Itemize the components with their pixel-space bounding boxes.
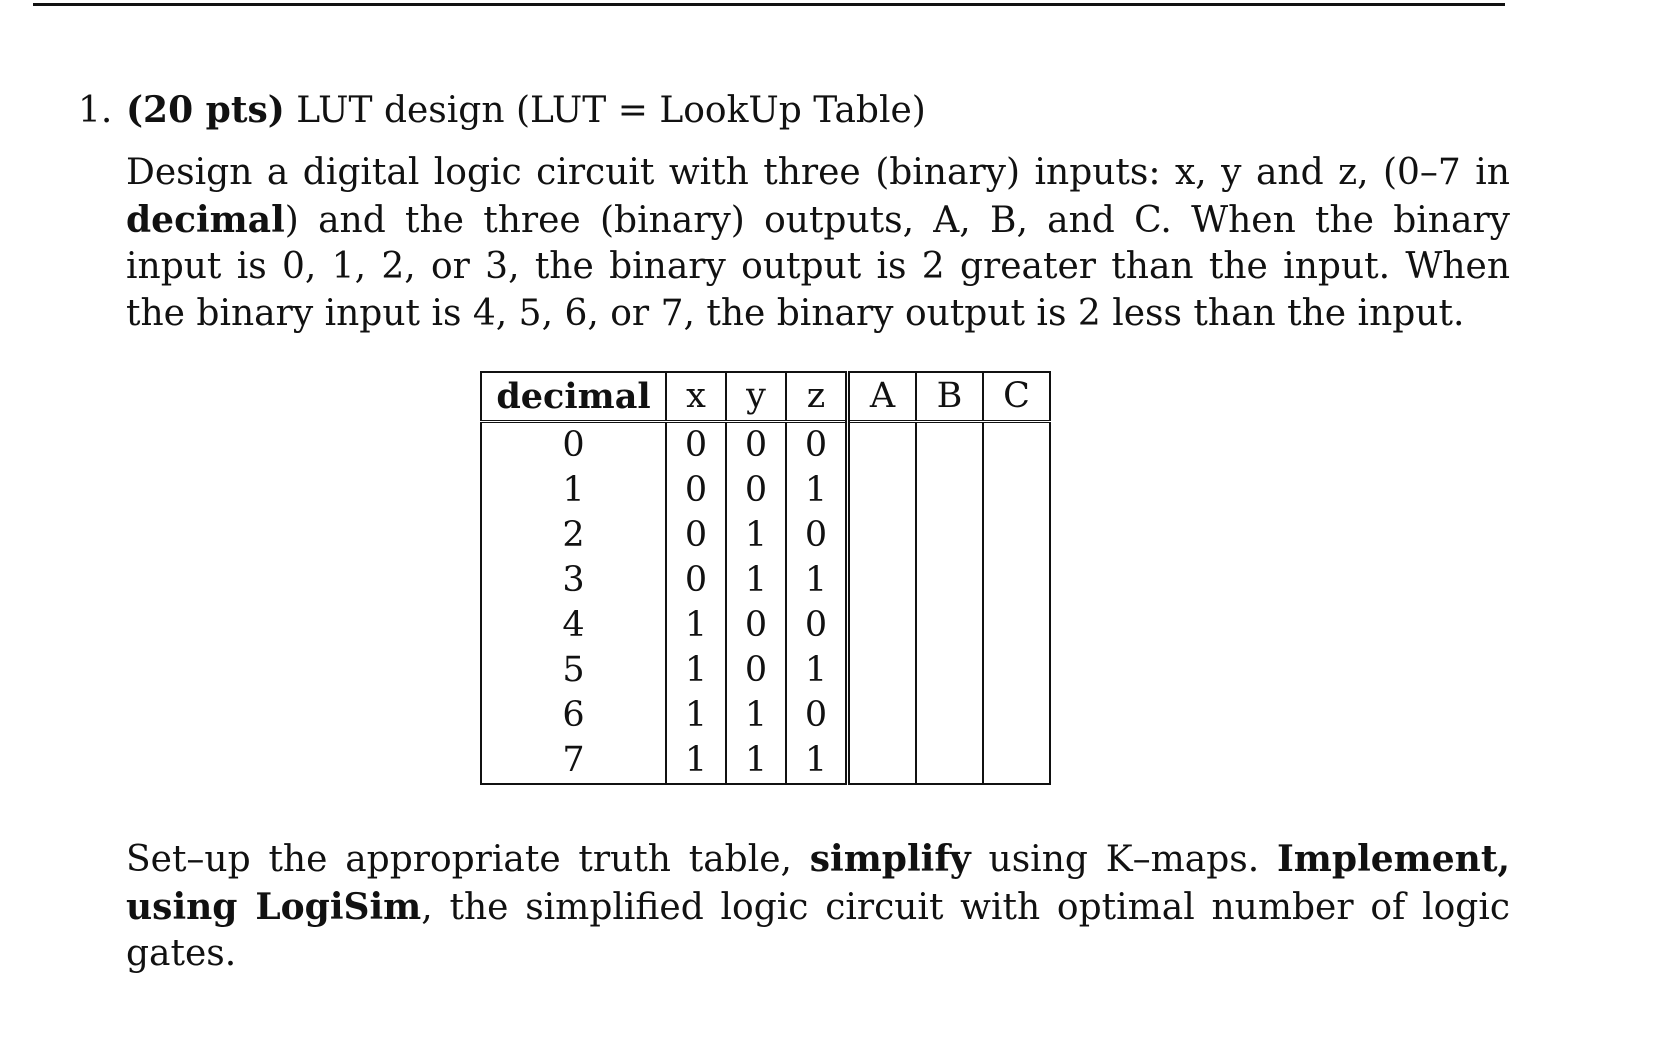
instructions-bold-simplify: simplify <box>809 838 971 880</box>
cell-c <box>983 468 1050 513</box>
cell-y: 0 <box>726 422 786 469</box>
table-row <box>481 468 1050 513</box>
cell-decimal: 6 <box>481 693 666 738</box>
cell-z: 1 <box>786 468 848 513</box>
problem-description <box>126 150 1510 337</box>
cell-z: 0 <box>786 603 848 648</box>
instructions-text-3: , the simplified logic circuit with optimal number of logic gates. <box>126 886 1510 974</box>
cell-y: 1 <box>726 513 786 558</box>
cell-b <box>916 738 983 784</box>
cell-b <box>916 693 983 738</box>
cell-a <box>848 468 917 513</box>
table-row <box>481 648 1050 693</box>
problem-heading <box>78 86 1510 135</box>
header-y: y <box>726 372 786 422</box>
cell-c <box>983 513 1050 558</box>
cell-x: 0 <box>666 513 726 558</box>
table-row <box>481 603 1050 648</box>
table-row <box>481 422 1050 469</box>
description-text-2: ) and the three (binary) outputs, A, B, and C. When the binary input is 0, 1, 2, or 3, the binary output is 2 greater than the input. When the binary input is 4, 5, 6, or 7, the binary output is 2 less than the input. <box>126 199 1510 334</box>
description-text-1: Design a digital logic circuit with three (binary) inputs: x, y and z, (0–7 in <box>126 152 1510 193</box>
cell-decimal: 4 <box>481 603 666 648</box>
cell-a <box>848 648 917 693</box>
cell-c <box>983 558 1050 603</box>
table-header-row <box>481 372 1050 422</box>
problem-number: 1. <box>78 90 113 131</box>
instructions-text-1: Set–up the appropriate truth table, <box>126 839 810 880</box>
header-x: x <box>666 372 726 422</box>
header-b: B <box>916 372 983 422</box>
cell-b <box>916 513 983 558</box>
cell-b <box>916 468 983 513</box>
cell-a <box>848 513 917 558</box>
header-decimal: decimal <box>481 372 666 422</box>
lut-table-wrapper <box>480 371 1051 785</box>
header-a: A <box>848 372 917 422</box>
cell-decimal: 5 <box>481 648 666 693</box>
cell-z: 1 <box>786 558 848 603</box>
instructions-bold-implement: Implement, using LogiSim <box>126 838 1510 928</box>
lut-truth-table <box>480 371 1051 785</box>
cell-c <box>983 648 1050 693</box>
instructions-text-2: using K–maps. <box>970 839 1277 880</box>
cell-y: 0 <box>726 468 786 513</box>
description-bold-decimal: decimal <box>126 198 285 241</box>
cell-c <box>983 693 1050 738</box>
cell-b <box>916 422 983 469</box>
problem-points: (20 pts) <box>126 89 285 131</box>
cell-y: 1 <box>726 693 786 738</box>
cell-x: 1 <box>666 603 726 648</box>
header-c: C <box>983 372 1050 422</box>
cell-b <box>916 603 983 648</box>
cell-x: 1 <box>666 648 726 693</box>
header-z: z <box>786 372 848 422</box>
cell-z: 0 <box>786 693 848 738</box>
cell-decimal: 1 <box>481 468 666 513</box>
table-row <box>481 513 1050 558</box>
cell-decimal: 3 <box>481 558 666 603</box>
cell-b <box>916 558 983 603</box>
cell-y: 0 <box>726 648 786 693</box>
cell-b <box>916 648 983 693</box>
cell-a <box>848 738 917 784</box>
cell-a <box>848 422 917 469</box>
cell-decimal: 0 <box>481 422 666 469</box>
cell-a <box>848 603 917 648</box>
table-row <box>481 693 1050 738</box>
cell-x: 0 <box>666 558 726 603</box>
cell-x: 1 <box>666 738 726 784</box>
cell-y: 1 <box>726 558 786 603</box>
cell-y: 1 <box>726 738 786 784</box>
cell-y: 0 <box>726 603 786 648</box>
cell-z: 1 <box>786 648 848 693</box>
cell-x: 1 <box>666 693 726 738</box>
cell-c <box>983 738 1050 784</box>
cell-c <box>983 422 1050 469</box>
cell-decimal: 2 <box>481 513 666 558</box>
table-row <box>481 558 1050 603</box>
instructions-paragraph <box>126 836 1510 978</box>
cell-a <box>848 693 917 738</box>
cell-a <box>848 558 917 603</box>
table-row <box>481 738 1050 784</box>
problem-1 <box>78 86 1510 337</box>
cell-z: 0 <box>786 513 848 558</box>
cell-z: 1 <box>786 738 848 784</box>
cell-x: 0 <box>666 468 726 513</box>
problem-title: LUT design (LUT = LookUp Table) <box>284 90 926 131</box>
cell-decimal: 7 <box>481 738 666 784</box>
cell-z: 0 <box>786 422 848 469</box>
top-rule <box>33 3 1505 6</box>
cell-x: 0 <box>666 422 726 469</box>
cell-c <box>983 603 1050 648</box>
